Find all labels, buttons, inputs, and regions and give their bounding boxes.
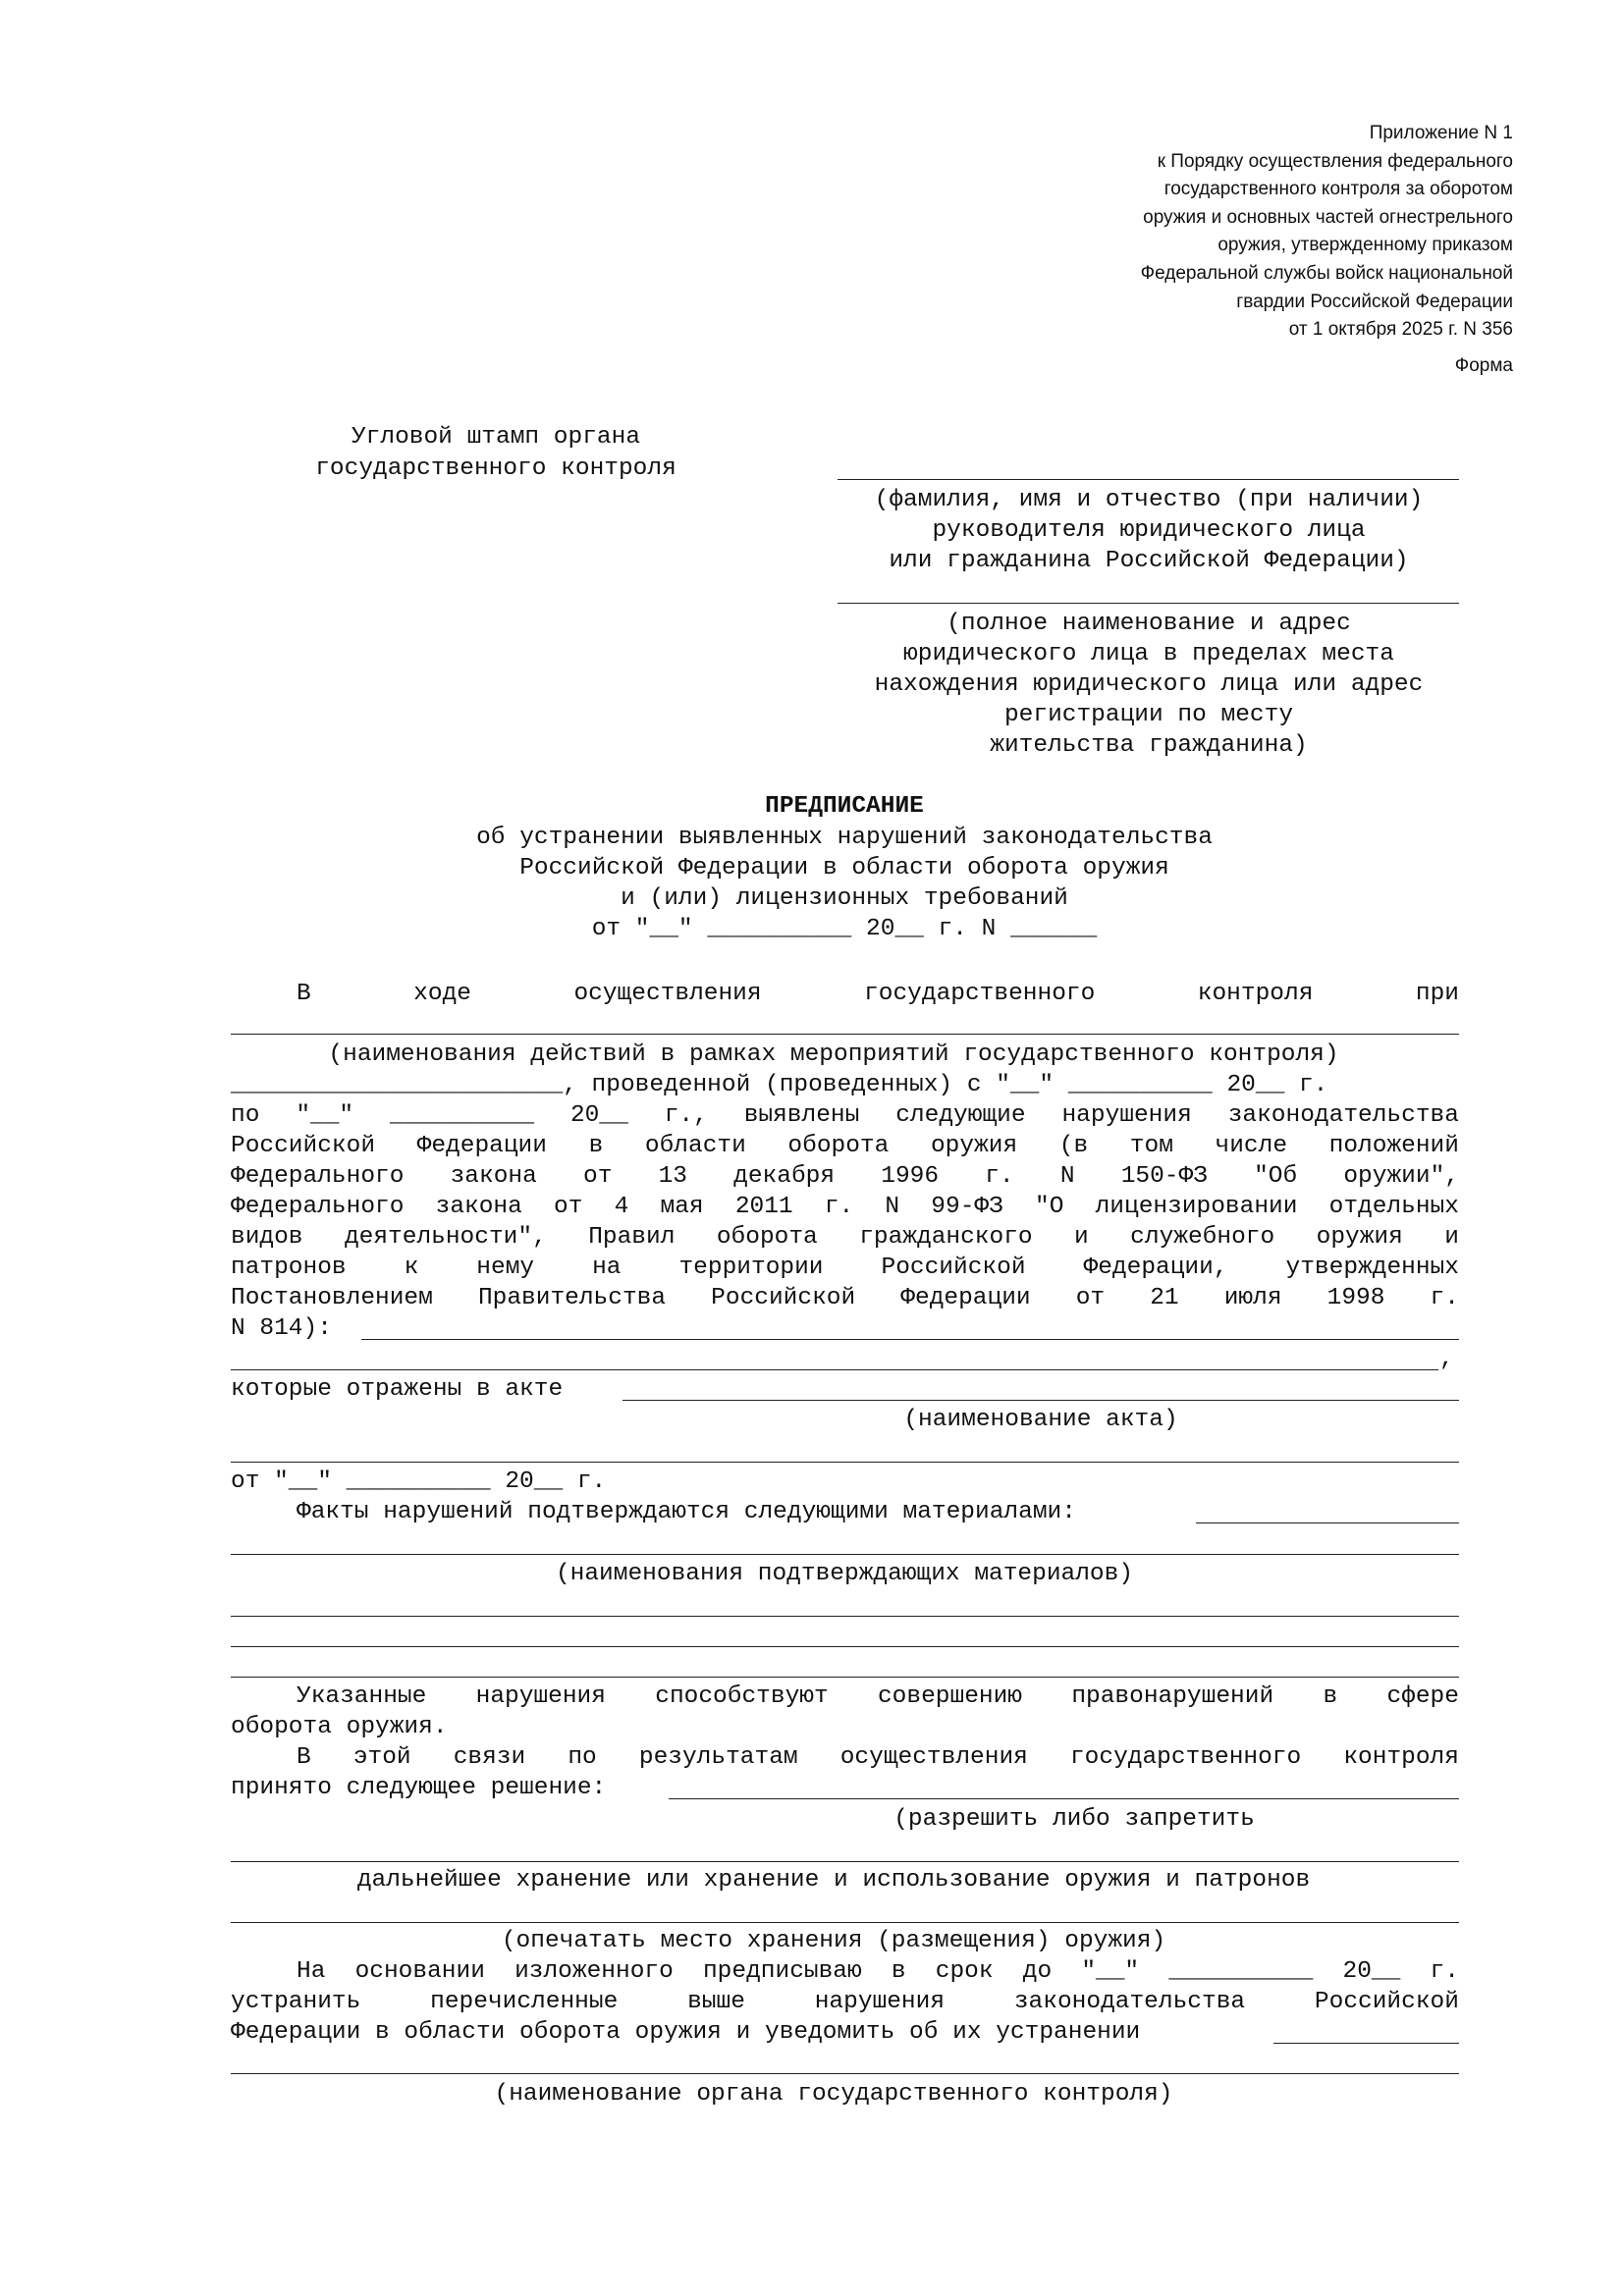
act-field[interactable] <box>622 1400 1459 1401</box>
stamp-line: государственного контроля <box>315 455 676 482</box>
paragraph-line: Российской Федерации в области оборота оружия (в том числе положений <box>231 1133 1459 1159</box>
violations-field[interactable] <box>361 1339 1459 1340</box>
materials-field[interactable] <box>231 1616 1459 1617</box>
materials-field[interactable] <box>231 1554 1459 1555</box>
decision-field[interactable] <box>231 1861 1459 1862</box>
act-prefix: которые отражены в акте <box>231 1376 564 1403</box>
facts-line: Факты нарушений подтверждаются следующими материалами: <box>297 1499 1076 1525</box>
authority-field[interactable] <box>231 2073 1459 2074</box>
document-title: ПРЕДПИСАНИЕ <box>765 793 924 820</box>
caption: жительства гражданина) <box>990 732 1308 759</box>
caption: (полное наименование и адрес <box>947 611 1351 637</box>
paragraph-line: по "__" __________ 20__ г., выявлены следующие нарушения законодательства <box>231 1102 1459 1129</box>
intro-line: В ходе осуществления государственного контроля при <box>297 981 1459 1007</box>
paragraph-line: Федерального закона от 4 мая 2011 г. N 99-ФЗ "О лицензировании отдельных <box>231 1194 1459 1220</box>
title-subline: об устранении выявленных нарушений законодательства <box>476 825 1213 851</box>
appendix-line: от 1 октября 2025 г. N 356 <box>1288 319 1513 341</box>
caption: (опечатать место хранения (размещения) оружия) <box>501 1928 1166 1954</box>
caption: нахождения юридического лица или адрес <box>874 671 1424 698</box>
title-date-line: от "__" __________ 20__ г. N ______ <box>591 916 1098 942</box>
caption: (наименования действий в рамках мероприятий государственного контроля) <box>328 1041 1339 1068</box>
caption: (фамилия, имя и отчество (при наличии) <box>874 487 1424 513</box>
authority-field[interactable] <box>1273 2043 1459 2044</box>
paragraph-line: Постановлением Правительства Российской Федерации от 21 июля 1998 г. <box>231 1285 1459 1311</box>
caption: или гражданина Российской Федерации) <box>889 548 1409 574</box>
paragraph-line: Федерального закона от 13 декабря 1996 г. N 150-ФЗ "Об оружии", <box>231 1163 1459 1190</box>
caption: (наименование органа государственного контроля) <box>494 2081 1173 2108</box>
title-subline: и (или) лицензионных требований <box>621 885 1068 912</box>
appendix-line: оружия и основных частей огнестрельного <box>1143 206 1513 228</box>
appendix-block <box>826 120 1513 345</box>
appendix-line: государственного контроля за оборотом <box>1163 179 1513 200</box>
decision-field[interactable] <box>231 1922 1459 1923</box>
stamp-line: Угловой штамп органа <box>351 424 641 451</box>
paragraph-line: В этой связи по результатам осуществления государственного контроля <box>297 1744 1459 1771</box>
title-subline: Российской Федерации в области оборота оружия <box>519 855 1169 881</box>
caption: регистрации по месту <box>1003 702 1294 728</box>
actions-field[interactable] <box>231 1034 1459 1035</box>
conducted-line: _______________________, проведенной (проведенных) с "__" __________ 20__ г. <box>231 1072 1328 1098</box>
violations-field[interactable] <box>231 1369 1438 1370</box>
appendix-line: Приложение N 1 <box>1369 123 1513 143</box>
paragraph-line: Указанные нарушения способствуют совершению правонарушений в сфере <box>297 1683 1459 1710</box>
appendix-line: Федеральной службы войск национальной <box>1140 262 1513 284</box>
law-reference: N 814): <box>231 1315 332 1342</box>
addressee-head-field[interactable] <box>838 479 1459 480</box>
caption: руководителя юридического лица <box>932 517 1366 544</box>
decision-prefix: принято следующее решение: <box>231 1775 607 1801</box>
materials-field[interactable] <box>231 1677 1459 1678</box>
appendix-line: к Порядку осуществления федерального <box>1157 150 1513 172</box>
act-field[interactable] <box>231 1462 1459 1463</box>
order-end-line: Федерации в области оборота оружия и уведомить об их устранении <box>231 2019 1141 2046</box>
appendix-line: гвардии Российской Федерации <box>1236 291 1513 312</box>
caption: (разрешить либо запретить <box>893 1806 1255 1833</box>
paragraph-line: патронов к нему на территории Российской Федерации, утвержденных <box>231 1255 1459 1281</box>
caption: дальнейшее хранение или хранение и использование оружия и патронов <box>356 1867 1311 1894</box>
caption: (наименования подтверждающих материалов) <box>555 1561 1134 1587</box>
paragraph-line: видов деятельности", Правил оборота гражданского и служебного оружия и <box>231 1224 1459 1251</box>
comma: , <box>1439 1346 1454 1372</box>
paragraph-line: оборота оружия. <box>231 1714 448 1740</box>
addressee-org-field[interactable] <box>838 603 1459 604</box>
form-label: Форма <box>1454 355 1513 376</box>
materials-field[interactable] <box>231 1646 1459 1647</box>
caption: юридического лица в пределах места <box>903 641 1394 667</box>
paragraph-line: На основании изложенного предписываю в срок до "__" __________ 20__ г. <box>297 1958 1459 1985</box>
decision-field[interactable] <box>669 1798 1459 1799</box>
materials-field[interactable] <box>1196 1522 1459 1523</box>
paragraph-line: устранить перечисленные выше нарушения законодательства Российской <box>231 1989 1459 2015</box>
act-date-line: от "__" __________ 20__ г. <box>231 1468 607 1495</box>
appendix-line: оружия, утвержденному приказом <box>1217 235 1513 256</box>
caption: (наименование акта) <box>903 1407 1178 1433</box>
